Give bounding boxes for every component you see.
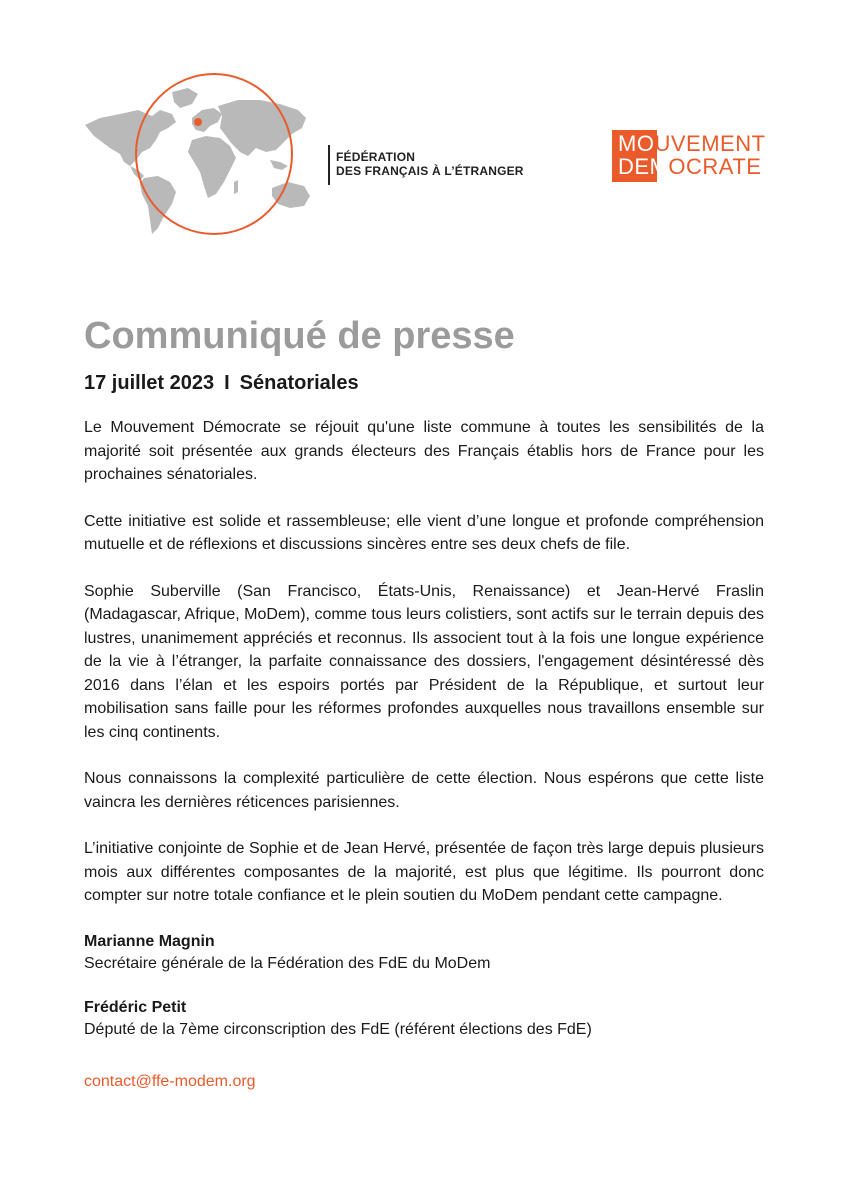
release-date: 17 juillet 2023	[84, 372, 215, 394]
signatory-role: Député de la 7ème circonscription des FdE (référent élections des FdE)	[84, 1020, 592, 1038]
subtitle	[84, 370, 764, 396]
ffe-logo-text	[336, 150, 524, 178]
ffe-line-1: FÉDÉRATION	[336, 150, 416, 164]
paragraph: Nous connaissons la complexité particulière de cette élection. Nous espérons que cette liste vaincra les dernières réticences parisiennes.	[84, 770, 764, 811]
modem-l1-out: UVEMENT	[654, 131, 766, 156]
header	[0, 0, 848, 260]
paragraph: Sophie Suberville (San Francisco, États-Unis, Renaissance) et Jean-Hervé Fraslin (Madagascar, Afrique, MoDem), comme tous leurs colistiers, sont actifs sur le terrain depuis des lustres, unanimement appréciés et reconnus. Ils associent tout à la fois une longue expérience de la vie à l’étranger, la parfaite connaissance des dossiers, l'engagement désintéressé dès 2016 dans l’élan et les espoirs portés par Président de la République, et surtout leur mobilisation sans faille pour les réformes profondes auxquelles nous travaillons ensemble sur les cinq continents.	[84, 582, 764, 741]
ffe-divider	[328, 145, 330, 185]
paragraph: Le Mouvement Démocrate se réjouit qu'une liste commune à toutes les sensibilités de la majorité soit présentée aux grands électeurs des Français établis hors de France pour les prochaines sénatoriales.	[84, 419, 764, 483]
release-topic: Sénatoriales	[239, 372, 359, 394]
paragraph: Cette initiative est solide et rassembleuse; elle vient d’une longue et profonde compréhension mutuelle et de réflexions et discussions sincères entre ses deux chefs de file.	[84, 512, 764, 553]
subtitle-separator: I	[224, 372, 230, 394]
page-title: Communiqué de presse	[84, 315, 515, 357]
ffe-line-2: DES FRANÇAIS À L’ÉTRANGER	[336, 164, 524, 178]
modem-l2-in: DEM	[618, 154, 669, 179]
contact-email-link[interactable]: contact@ffe-modem.org	[84, 1072, 256, 1090]
signatory-name: Marianne Magnin	[84, 932, 215, 950]
signatory-role: Secrétaire générale de la Fédération des FdE du MoDem	[84, 954, 491, 972]
modem-l2-out: OCRATE	[668, 154, 762, 179]
modem-logo-line-1	[618, 133, 766, 155]
modem-logo-line-2	[618, 156, 761, 178]
paragraph: L’initiative conjointe de Sophie et de Jean Hervé, présentée de façon très large depuis plusieurs mois aux différentes composantes de la majorité, est plus que légitime. Ils pourront donc compter sur notre totale confiance et le plein soutien du MoDem pendant cette campagne.	[84, 840, 764, 904]
modem-l1-in: MO	[618, 131, 655, 156]
world-map-icon	[80, 70, 320, 245]
press-release-content	[84, 312, 764, 1091]
signatory-name: Frédéric Petit	[84, 998, 187, 1016]
